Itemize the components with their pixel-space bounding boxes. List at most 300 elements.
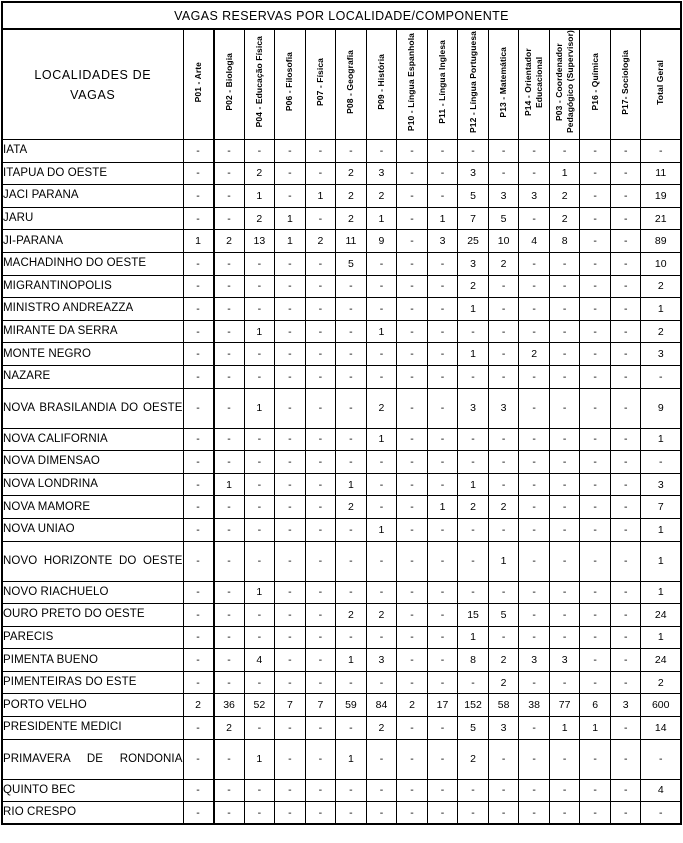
value-cell: - [275,252,306,275]
column-header-label: P11 - Língua Inglesa [437,40,448,124]
value-cell: - [336,717,367,740]
locality-name-cell: NOVO HORIZONTE DO OESTE [2,541,183,581]
locality-name-cell: MACHADINHO DO OESTE [2,252,183,275]
value-cell: - [397,802,428,825]
value-cell: - [275,649,306,672]
value-cell: - [183,496,214,519]
value-cell: 7 [305,694,336,717]
value-cell: 2 [214,230,245,253]
value-cell: - [427,581,458,604]
value-cell: - [397,428,428,451]
value-cell: - [305,252,336,275]
value-cell: - [244,671,275,694]
value-cell: 2 [183,694,214,717]
value-cell: - [366,343,397,366]
row-total-cell: 9 [641,388,681,428]
value-cell: 1 [275,230,306,253]
value-cell: - [275,185,306,208]
value-cell: - [366,802,397,825]
value-cell: - [305,541,336,581]
value-cell: - [610,802,641,825]
value-cell: - [610,298,641,321]
value-cell: - [183,626,214,649]
value-cell: - [244,496,275,519]
row-total-cell: - [641,739,681,779]
locality-name-cell: NOVA CALIFORNIA [2,428,183,451]
value-cell: 1 [458,298,489,321]
value-cell: - [366,739,397,779]
value-cell: - [488,626,519,649]
value-cell: 15 [458,604,489,627]
value-cell: - [427,671,458,694]
value-cell: - [519,518,550,541]
value-cell: - [244,717,275,740]
column-header-label: P12 - Língua Portuguesa [467,31,478,133]
value-cell: 1 [427,207,458,230]
column-header-label: Total Geral [655,59,666,105]
value-cell: - [580,428,611,451]
value-cell: - [610,320,641,343]
locality-name-cell: PRIMAVERA DE RONDONIA [2,739,183,779]
value-cell: 5 [336,252,367,275]
value-cell: - [397,162,428,185]
row-total-cell: - [641,365,681,388]
column-header-2 [214,29,245,140]
value-cell: - [214,541,245,581]
value-cell: - [397,140,428,163]
value-cell: - [549,626,580,649]
value-cell: - [244,298,275,321]
value-cell: - [488,275,519,298]
value-cell: - [488,473,519,496]
table-row [2,207,681,230]
value-cell: - [397,185,428,208]
value-cell: - [519,162,550,185]
value-cell: - [305,388,336,428]
value-cell: - [458,140,489,163]
value-cell: - [305,604,336,627]
value-cell: - [183,671,214,694]
value-cell: - [183,343,214,366]
value-cell: - [519,451,550,474]
value-cell: - [549,428,580,451]
value-cell: 2 [397,694,428,717]
value-cell: 2 [366,604,397,627]
row-total-cell: 1 [641,541,681,581]
row-total-cell: 2 [641,275,681,298]
value-cell: 3 [488,185,519,208]
value-cell: - [214,451,245,474]
value-cell: - [183,320,214,343]
value-cell: - [458,451,489,474]
value-cell: - [183,802,214,825]
table-row [2,739,681,779]
locality-name-cell: MIRANTE DA SERRA [2,320,183,343]
value-cell: 2 [458,275,489,298]
table-row [2,185,681,208]
locality-name-cell: PORTO VELHO [2,694,183,717]
value-cell: - [519,496,550,519]
value-cell: 1 [183,230,214,253]
value-cell: 17 [427,694,458,717]
value-cell: - [488,581,519,604]
value-cell: - [458,581,489,604]
value-cell: 3 [366,649,397,672]
value-cell: 2 [366,717,397,740]
value-cell: - [580,185,611,208]
value-cell: - [427,451,458,474]
value-cell: - [610,581,641,604]
value-cell: 2 [336,496,367,519]
value-cell: - [244,275,275,298]
row-total-cell: 1 [641,298,681,321]
value-cell: - [336,451,367,474]
value-cell: - [549,473,580,496]
value-cell: - [580,779,611,802]
value-cell: - [397,604,428,627]
value-cell: - [183,473,214,496]
value-cell: 59 [336,694,367,717]
column-header-7 [366,29,397,140]
value-cell: - [214,140,245,163]
value-cell: - [397,649,428,672]
value-cell: 3 [488,388,519,428]
value-cell: - [519,717,550,740]
value-cell: - [580,343,611,366]
value-cell: - [214,252,245,275]
value-cell: 2 [336,162,367,185]
locality-name-cell: RIO CRESPO [2,802,183,825]
row-total-cell: 24 [641,649,681,672]
locality-name-cell: IATA [2,140,183,163]
value-cell: - [488,140,519,163]
value-cell: - [336,140,367,163]
value-cell: - [458,779,489,802]
value-cell: - [458,320,489,343]
value-cell: - [214,802,245,825]
value-cell: - [305,207,336,230]
row-total-cell: - [641,451,681,474]
value-cell: - [214,185,245,208]
value-cell: - [549,140,580,163]
value-cell: - [427,185,458,208]
value-cell: - [336,779,367,802]
column-header-label: P06 - Filosofia [284,52,295,112]
locality-name-cell: NOVA MAMORE [2,496,183,519]
value-cell: 3 [519,649,550,672]
value-cell: - [305,671,336,694]
column-header-label: P01 - Arte [192,61,203,103]
value-cell: - [519,671,550,694]
value-cell: 1 [458,626,489,649]
value-cell: - [610,541,641,581]
value-cell: - [427,604,458,627]
table-row [2,451,681,474]
value-cell: - [366,581,397,604]
row-header-label-line2: VAGAS [70,87,116,102]
value-cell: - [610,140,641,163]
value-cell: - [366,541,397,581]
value-cell: - [183,518,214,541]
value-cell: - [580,230,611,253]
value-cell: - [519,388,550,428]
row-total-cell: - [641,140,681,163]
value-cell: - [488,518,519,541]
value-cell: 2 [366,185,397,208]
value-cell: - [366,275,397,298]
value-cell: - [519,541,550,581]
value-cell: 3 [488,717,519,740]
value-cell: - [610,671,641,694]
table-head [2,2,681,140]
column-header-3 [244,29,275,140]
value-cell: - [183,162,214,185]
value-cell: - [366,496,397,519]
value-cell: 3 [427,230,458,253]
value-cell: - [549,802,580,825]
table-row [2,626,681,649]
value-cell: 1 [366,207,397,230]
value-cell: 2 [458,496,489,519]
value-cell: 2 [549,185,580,208]
spreadsheet-page [0,1,683,843]
value-cell: - [580,207,611,230]
value-cell: - [305,626,336,649]
value-cell: - [549,541,580,581]
value-cell: - [549,365,580,388]
locality-name-cell: PIMENTEIRAS DO ESTE [2,671,183,694]
value-cell: 2 [214,717,245,740]
value-cell: - [427,140,458,163]
value-cell: - [610,252,641,275]
value-cell: - [183,388,214,428]
column-header-label: P17- Sociologia [620,49,631,115]
value-cell: 1 [488,541,519,581]
value-cell: - [397,581,428,604]
locality-name-cell: PRESIDENTE MEDICI [2,717,183,740]
value-cell: - [580,388,611,428]
value-cell: - [244,473,275,496]
value-cell: - [183,428,214,451]
row-total-cell: 1 [641,626,681,649]
value-cell: - [183,541,214,581]
value-cell: 2 [305,230,336,253]
value-cell: 13 [244,230,275,253]
value-cell: - [427,388,458,428]
value-cell: - [244,428,275,451]
value-cell: - [580,451,611,474]
value-cell: - [214,298,245,321]
value-cell: - [214,779,245,802]
value-cell: - [397,779,428,802]
column-header-label: P02 - Biologia [223,53,234,111]
value-cell: - [458,428,489,451]
value-cell: 6 [580,694,611,717]
locality-name-cell: NOVA UNIAO [2,518,183,541]
value-cell: - [610,185,641,208]
value-cell: - [275,496,306,519]
value-cell: - [580,365,611,388]
value-cell: 3 [610,694,641,717]
value-cell: - [549,298,580,321]
column-header-label: P03 - Coordenador Pedagógico (Supervisor) [553,30,575,134]
value-cell: - [214,496,245,519]
value-cell: - [488,739,519,779]
value-cell: 2 [244,162,275,185]
value-cell: 2 [488,252,519,275]
value-cell: - [214,162,245,185]
value-cell: - [214,518,245,541]
row-total-cell: 3 [641,473,681,496]
value-cell: 2 [549,207,580,230]
table-row [2,365,681,388]
value-cell: - [610,496,641,519]
table-row [2,518,681,541]
value-cell: - [305,343,336,366]
value-cell: - [580,649,611,672]
value-cell: - [244,604,275,627]
value-cell: - [580,275,611,298]
value-cell: - [427,343,458,366]
value-cell: - [275,671,306,694]
value-cell: - [580,604,611,627]
value-cell: - [427,626,458,649]
value-cell: - [244,626,275,649]
value-cell: - [183,207,214,230]
value-cell: - [336,802,367,825]
value-cell: - [519,320,550,343]
value-cell: - [183,451,214,474]
locality-name-cell: JARU [2,207,183,230]
value-cell: - [488,451,519,474]
value-cell: - [519,428,550,451]
value-cell: - [305,275,336,298]
value-cell: - [519,739,550,779]
value-cell: - [275,739,306,779]
value-cell: - [427,518,458,541]
column-header-12 [519,29,550,140]
row-total-cell: 1 [641,428,681,451]
value-cell: 84 [366,694,397,717]
value-cell: 2 [366,388,397,428]
value-cell: 1 [580,717,611,740]
value-cell: - [610,343,641,366]
value-cell: - [214,626,245,649]
value-cell: - [397,275,428,298]
table-row [2,694,681,717]
row-header-label-line1: LOCALIDADES DE [34,67,152,82]
column-header-13 [549,29,580,140]
value-cell: 36 [214,694,245,717]
value-cell: - [275,541,306,581]
value-cell: 1 [366,320,397,343]
column-header-15 [610,29,641,140]
value-cell: 2 [244,207,275,230]
value-cell: - [549,252,580,275]
locality-name-cell: NOVO RIACHUELO [2,581,183,604]
value-cell: - [610,451,641,474]
value-cell: - [427,649,458,672]
row-total-cell: 21 [641,207,681,230]
value-cell: - [427,717,458,740]
value-cell: - [519,604,550,627]
table-row [2,779,681,802]
value-cell: - [427,739,458,779]
value-cell: - [397,671,428,694]
value-cell: - [549,343,580,366]
value-cell: 5 [458,185,489,208]
value-cell: - [183,779,214,802]
value-cell: - [183,298,214,321]
value-cell: - [580,496,611,519]
value-cell: 11 [336,230,367,253]
value-cell: - [580,298,611,321]
value-cell: - [305,649,336,672]
value-cell: 1 [336,473,367,496]
value-cell: - [305,496,336,519]
value-cell: - [610,518,641,541]
value-cell: 1 [214,473,245,496]
locality-name-cell: MINISTRO ANDREAZZA [2,298,183,321]
table-body [2,140,681,825]
table-row [2,320,681,343]
value-cell: 1 [549,162,580,185]
locality-name-cell: PARECIS [2,626,183,649]
value-cell: 7 [458,207,489,230]
value-cell: - [336,320,367,343]
row-total-cell: 2 [641,320,681,343]
value-cell: - [183,365,214,388]
table-row [2,581,681,604]
value-cell: - [397,252,428,275]
column-header-row [2,29,681,140]
value-cell: 1 [244,388,275,428]
value-cell: - [488,343,519,366]
title-row [2,2,681,29]
column-header-label: P09 - História [375,54,386,110]
value-cell: - [549,604,580,627]
value-cell: - [610,365,641,388]
value-cell: - [488,320,519,343]
table-row [2,649,681,672]
row-total-cell: 1 [641,581,681,604]
table-row [2,473,681,496]
value-cell: 8 [549,230,580,253]
value-cell: 52 [244,694,275,717]
table-row [2,541,681,581]
value-cell: - [427,298,458,321]
table-row [2,717,681,740]
value-cell: 1 [244,185,275,208]
value-cell: - [549,671,580,694]
value-cell: - [244,541,275,581]
locality-name-cell: OURO PRETO DO OESTE [2,604,183,627]
value-cell: - [275,717,306,740]
value-cell: - [427,779,458,802]
value-cell: - [183,275,214,298]
column-header-total-geral [641,29,681,140]
value-cell: - [275,388,306,428]
column-header-label: P13 - Matemática [498,46,509,118]
value-cell: - [397,451,428,474]
value-cell: - [549,739,580,779]
row-total-cell: 7 [641,496,681,519]
value-cell: - [519,626,550,649]
value-cell: - [488,298,519,321]
column-header-label: P07 - Física [314,58,325,106]
value-cell: - [275,581,306,604]
locality-name-cell: MIGRANTINOPOLIS [2,275,183,298]
